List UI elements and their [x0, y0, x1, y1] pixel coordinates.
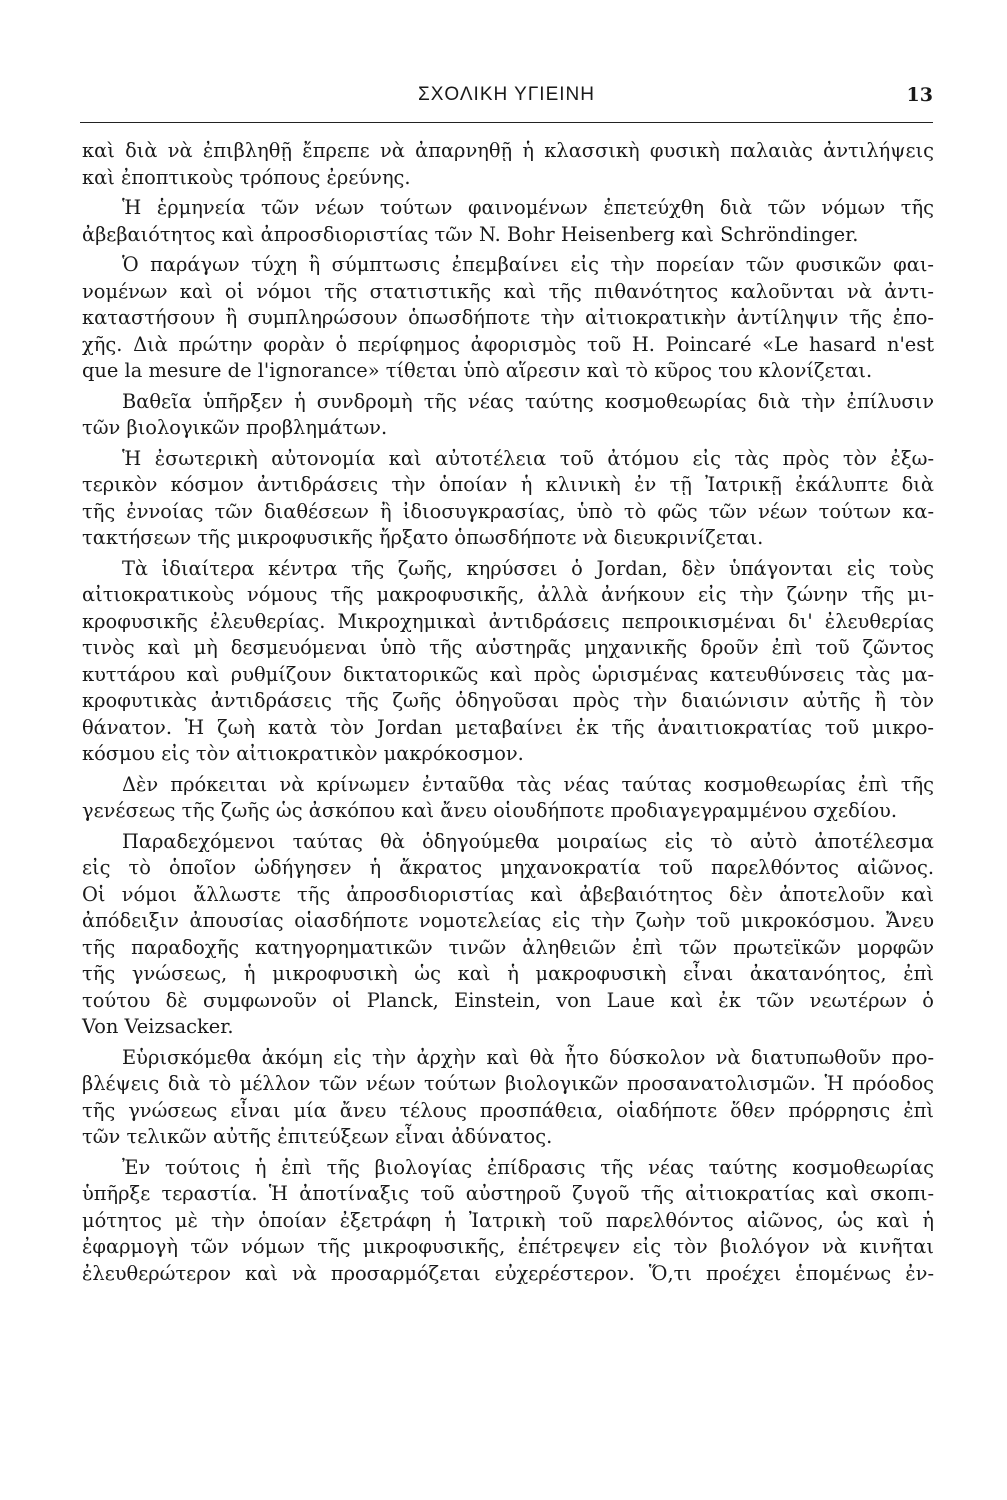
header-rule: [80, 122, 933, 123]
text-line: Οἱ νόμοι ἄλλωστε τῆς ἀπροσδιοριστίας καὶ ἀβεβαιότητος δὲν ἀποτελοῦν καὶ: [82, 882, 934, 906]
paragraph: [82, 772, 934, 825]
paragraph: [82, 252, 934, 385]
text-line: ὑπῆρξε τεραστία. Ἡ ἀποτίναξις τοῦ αὐστηροῦ ζυγοῦ τῆς αἰτιοκρατίας καὶ σκοπι-: [82, 1182, 934, 1205]
text-line: Βαθεῖα ὑπῆρξεν ἡ συνδρομὴ τῆς νέας ταύτης κοσμοθεωρίας διὰ τὴν ἐπίλυσιν: [122, 389, 934, 413]
page-number: 13: [906, 84, 933, 106]
text-line: Ἡ ἐσωτερικὴ αὐτονομία καὶ αὐτοτέλεια τοῦ ἀτόμου εἰς τὰς πρὸς τὸν ἐξω-: [122, 446, 934, 470]
text-line: ἀβεβαιότητος καὶ ἀπροσδιοριστίας τῶν N. Bohr Heisenberg καὶ Schröndinger.: [82, 222, 859, 246]
text-line: τακτήσεων τῆς μικροφυσικῆς ἤρξατο ὁπωσδήποτε νὰ διευκρινίζεται.: [82, 526, 764, 549]
text-line: κροφυτικὰς ἀντιδράσεις τῆς ζωῆς ὁδηγοῦσαι πρὸς τὴν διαιώνισιν αὐτῆς ἢ τὸν: [82, 689, 934, 712]
text-line: ἐλευθερώτερον καὶ νὰ προσαρμόζεται εὐχερέστερον. Ὅ,τι προέχει ἑπομένως ἐν-: [82, 1261, 934, 1285]
text-line: Τὰ ἰδιαίτερα κέντρα τῆς ζωῆς, κηρύσσει ὁ Jordan, δὲν ὑπάγονται εἰς τοὺς: [122, 556, 934, 580]
text-line: ἐφαρμογὴ τῶν νόμων τῆς μικροφυσικῆς, ἐπέτρεψεν εἰς τὸν βιολόγον νὰ κινῆται: [82, 1235, 934, 1258]
text-line: Von Veizsacker.: [82, 1015, 234, 1038]
text-line: τῆς ἐννοίας τῶν διαθέσεων ἢ ἰδιοσυγκρασίας, ὑπὸ τὸ φῶς τῶν νέων τούτων κα-: [82, 499, 934, 523]
paragraph: [82, 389, 934, 442]
paragraph: [82, 1155, 934, 1288]
text-line: εἰς τὸ ὁποῖον ὡδήγησεν ἡ ἄκρατος μηχανοκρατία τοῦ παρελθόντος αἰῶνος.: [82, 856, 934, 879]
paragraph: [82, 195, 934, 248]
paragraph: [82, 556, 934, 768]
text-line: αἰτιοκρατικοὺς νόμους τῆς μακροφυσικῆς, ἀλλὰ ἀνήκουν εἰς τὴν ζώνην τῆς μι-: [82, 583, 934, 606]
text-line: Ἡ ἑρμηνεία τῶν νέων τούτων φαινομένων ἐπετεύχθη διὰ τῶν νόμων τῆς: [122, 196, 934, 219]
paragraph: [82, 1045, 934, 1151]
text-line: Εὑρισκόμεθα ἀκόμη εἰς τὴν ἀρχὴν καὶ θὰ ἦτο δύσκολον νὰ διατυπωθοῦν προ-: [122, 1045, 934, 1069]
text-line: τῆς γνώσεως εἶναι μία ἄνευ τέλους προσπάθεια, οἱαδήποτε ὅθεν πρόρρησις ἐπὶ: [82, 1098, 934, 1122]
text-line: μότητος μὲ τὴν ὁποίαν ἐξετράφη ἡ Ἰατρικὴ τοῦ παρελθόντος αἰῶνος, ὡς καὶ ἡ: [82, 1208, 934, 1232]
text-line: νομένων καὶ οἱ νόμοι τῆς στατιστικῆς καὶ τῆς πιθανότητος καλοῦνται νὰ ἀντι-: [82, 279, 934, 303]
text-line: βλέψεις διὰ τὸ μέλλον τῶν νέων τούτων βιολογικῶν προσανατολισμῶν. Ἡ πρόοδος: [82, 1072, 934, 1095]
text-line: κυττάρου καὶ ρυθμίζουν δικτατορικῶς καὶ πρὸς ὡρισμένας κατευθύνσεις τὰς μα-: [82, 662, 934, 686]
text-line: τῶν τελικῶν αὐτῆς ἐπιτεύξεων εἶναι ἀδύνατος.: [82, 1125, 553, 1148]
text-line: que la mesure de l'ignorance» τίθεται ὑπὸ αἵρεσιν καὶ τὸ κῦρος του κλονίζεται.: [82, 359, 873, 382]
paragraph: [82, 446, 934, 552]
text-line: καὶ διὰ νὰ ἐπιβληθῇ ἔπρεπε νὰ ἀπαρνηθῇ ἡ κλασσικὴ φυσικὴ παλαιὰς ἀντιλήψεις: [82, 139, 934, 162]
text-line: καὶ ἐποπτικοὺς τρόπους ἐρεύνης.: [82, 165, 411, 189]
text-line: τῆς παραδοχῆς κατηγορηματικῶν τινῶν ἀληθειῶν ἐπὶ τῶν πρωτεϊκῶν μορφῶν: [82, 935, 934, 959]
text-line: θάνατον. Ἡ ζωὴ κατὰ τὸν Jordan μεταβαίνει ἐκ τῆς ἀναιτιοκρατίας τοῦ μικρο-: [82, 715, 934, 739]
text-line: χῆς. Διὰ πρώτην φορὰν ὁ περίφημος ἀφορισμὸς τοῦ H. Poincaré «Le hasard n'est: [82, 332, 934, 356]
text-line: τῶν βιολογικῶν προβλημάτων.: [82, 416, 388, 439]
text-line: ἀπόδειξιν ἀπουσίας οἱασδήποτε νομοτελείας εἰς τὴν ζωὴν τοῦ μικροκόσμου. Ἄνευ: [82, 909, 934, 932]
text-line: Δὲν πρόκειται νὰ κρίνωμεν ἐνταῦθα τὰς νέας ταύτας κοσμοθεωρίας ἐπὶ τῆς: [122, 772, 934, 796]
paragraph: [82, 138, 934, 191]
body-text: [82, 138, 934, 1287]
text-line: γενέσεως τῆς ζωῆς ὡς ἀσκόπου καὶ ἄνευ οἱουδήποτε προδιαγεγραμμένου σχεδίου.: [82, 799, 897, 822]
paragraph: [82, 829, 934, 1041]
text-line: κροφυσικῆς ἐλευθερίας. Μικροχημικαὶ ἀντιδράσεις πεπροικισμέναι δι' ἐλευθερίας: [82, 609, 934, 633]
text-line: Παραδεχόμενοι ταύτας θὰ ὁδηγούμεθα μοιραίως εἰς τὸ αὐτὸ ἀποτέλεσμα: [122, 829, 934, 853]
page-header: [80, 84, 933, 110]
text-line: Ὁ παράγων τύχη ἢ σύμπτωσις ἐπεμβαίνει εἰς τὴν πορείαν τῶν φυσικῶν φαι-: [122, 253, 934, 276]
text-line: καταστήσουν ἢ συμπληρώσουν ὁπωσδήποτε τὴν αἰτιοκρατικὴν ἀντίληψιν τῆς ἐπο-: [82, 306, 934, 329]
text-line: τινὸς καὶ μὴ δεσμευόμεναι ὑπὸ τῆς αὐστηρᾶς μηχανικῆς δροῦν ἐπὶ τοῦ ζῶντος: [82, 636, 934, 659]
text-line: κόσμου εἰς τὸν αἰτιοκρατικὸν μακρόκοσμον.: [82, 742, 524, 765]
text-line: τῆς γνώσεως, ἡ μικροφυσικὴ ὡς καὶ ἡ μακροφυσικὴ εἶναι ἀκατανόητος, ἐπὶ: [82, 962, 934, 985]
running-title: ΣΧΟΛΙΚΗ ΥΓΙΕΙΝΗ: [418, 84, 595, 105]
text-line: τερικὸν κόσμον ἀντιδράσεις τὴν ὁποίαν ἡ κλινικὴ ἐν τῇ Ἰατρικῇ ἐκάλυπτε διὰ: [82, 473, 934, 496]
text-line: τούτου δὲ συμφωνοῦν οἱ Planck, Einstein, von Laue καὶ ἐκ τῶν νεωτέρων ὁ: [82, 988, 934, 1012]
text-line: Ἐν τούτοις ἡ ἐπὶ τῆς βιολογίας ἐπίδρασις τῆς νέας ταύτης κοσμοθεωρίας: [122, 1155, 934, 1179]
